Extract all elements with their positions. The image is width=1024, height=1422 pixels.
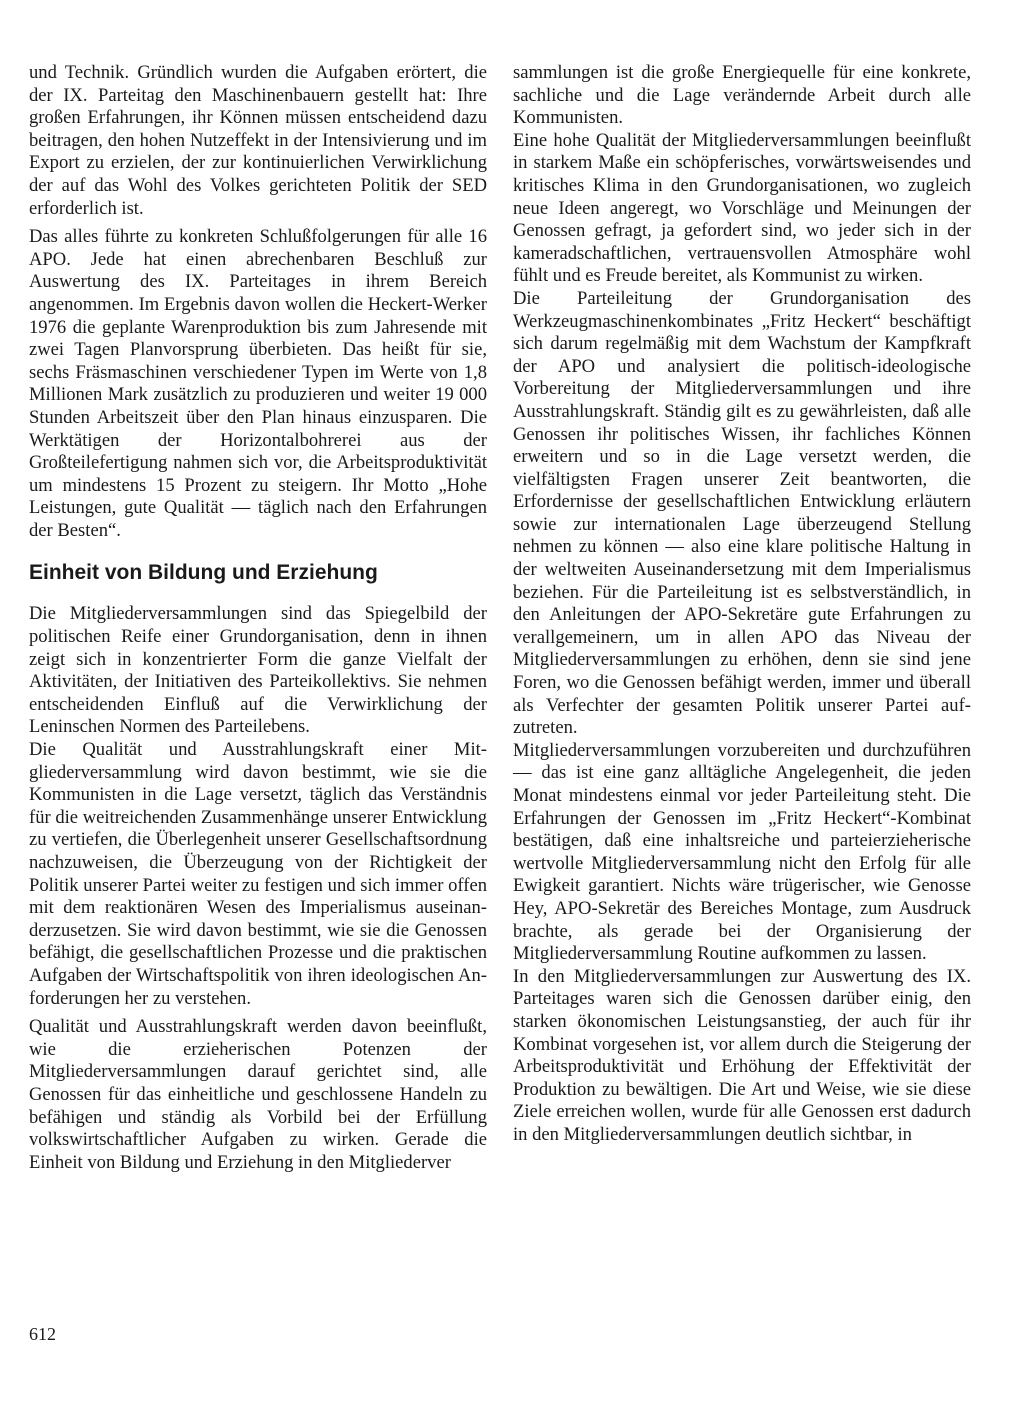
paragraph: und Technik. Gründlich wurden die Aufgaben erörtert, die der IX. Parteitag den Maschinenbauern gestellt hat: Ihre großen Erfahrungen, ihr Können müssen entscheidend dazu beitragen, den hohen Nutzeffekt in der Intensivierung und im Export zu erzielen, der zur kontinuierlichen Verwirklichung der auf das Wohl des Volkes gerichteten Politik der SED erforderlich ist.: [29, 62, 487, 219]
right-column: [513, 62, 971, 1147]
paragraph: Die Qualität und Ausstrahlungskraft einer Mitgliederversammlung wird davon bestimmt, wie sie die Kommunisten in die Lage versetzt, täglich das Verständnis für die weitreichenden Zusammenhänge unserer Entwicklung zu vertiefen, die Überlegenheit unserer Gesellschaftsordnung nachzuweisen, die Überzeugung von der Richtigkeit der Politik unserer Partei weiter zu festigen und sich immer offen mit dem reaktionären Wesen des Imperialismus auseinanderzusetzen. Sie wird davon bestimmt, wie sie die Genossen befähigt, die gesellschaftlichen Prozesse und die praktischen Aufgaben der Wirtschaftspolitik von ihren ideologischen Anforderungen her zu verstehen.: [29, 739, 487, 1009]
paragraph: Die Mitgliederversammlungen sind das Spiegelbild der politischen Reife einer Grundorganisation, denn in ihnen zeigt sich in konzentrierter Form die ganze Vielfalt der Aktivitäten, der Initiativen des Parteikollektivs. Sie nehmen entscheidenden Einfluß auf die Verwirklichung der Leninschen Normen des Parteilebens.: [29, 603, 487, 738]
left-column: [29, 62, 487, 1180]
paragraph: Eine hohe Qualität der Mitgliederversammlungen beeinflußt in starkem Maße ein schöpferisches, vorwärtsweisendes und kritisches Klima in den Grundorganisationen, wo zugleich neue Ideen angeregt, wo Vorschläge und Meinungen der Genossen gefragt, ja gefordert sind, wo jeder sich in der kameradschaftlichen, vertrauensvollen Atmosphäre wohl fühlt und es Freude bereitet, als Kommunist zu wirken.: [513, 129, 971, 287]
paragraph: Mitgliederversammlungen vorzubereiten und durchzuführen — das ist eine ganz alltägliche Angelegenheit, die jeden Monat mindestens einmal vor jeder Parteileitung steht. Die Erfahrungen der Genossen im „Fritz Heckert“-Kombinat bestätigen, daß eine inhaltsreiche und parteierzieherische wertvolle Mitgliederversammlung nicht den Erfolg für alle Ewigkeit garantiert. Nichts wäre trügerischer, wie Genosse Hey, APO-Sekretär des Bereiches Montage, zum Ausdruck brachte, als gerade bei der Organisierung der Mitgliederversammlung Routine aufkommen zu lassen.: [513, 739, 971, 965]
section-heading: Einheit von Bildung und Erziehung: [29, 561, 378, 585]
paragraph: Die Parteileitung der Grundorganisation des Werkzeugmaschinenkombinates „Fritz Heckert“ beschäftigt sich darum regelmäßig mit dem Wachstum der Kampfkraft der APO und analysiert die politisch-ideologische Vorbereitung der Mitgliederversammlungen und ihre Ausstrahlungskraft. Ständig gilt es zu gewährleisten, daß alle Genossen ihr politisches Wissen, ihr fachliches Können erweitern und so in die Lage versetzt werden, die vielfältigsten Fragen unserer Zeit beantworten, die Erfordernisse der gesellschaftlichen Entwicklung erläutern sowie zur internationalen Lage überzeugend Stellung nehmen zu können — also eine klare politische Haltung in der weltweiten Auseinandersetzung mit dem Imperialismus beziehen. Für die Parteileitung ist es selbstverständlich, in den Anleitungen der APO-Sekretäre gute Erfahrungen zu verallgemeinern, um in allen APO das Niveau der Mitgliederversammlungen zu erhöhen, denn sie sind jene Foren, wo die Genossen befähigt werden, immer und überall als Verfechter der gesamten Politik unserer Partei aufzutreten.: [513, 287, 971, 739]
paragraph: Qualität und Ausstrahlungskraft werden davon beeinflußt, wie die erzieherischen Potenzen der Mitgliederversammlungen darauf gerichtet sind, alle Genossen für das einheitliche und geschlossene Handeln zu befähigen und ständig als Vorbild bei der Erfüllung volkswirtschaftlicher Aufgaben zu wirken. Gerade die Einheit von Bildung und Erziehung in den Mitgliederver: [29, 1016, 487, 1173]
paragraph: Das alles führte zu konkreten Schlußfolgerungen für alle 16 APO. Jede hat einen abrechenbaren Beschluß zur Auswertung des IX. Parteitages in ihrem Bereich angenommen. Im Ergebnis davon wollen die Heckert-Werker 1976 die geplante Warenproduktion bis zum Jahresende mit zwei Tagen Planvorsprung überbieten. Das heißt für sie, sechs Fräsmaschinen verschiedener Typen im Werte von 1,8 Millionen Mark zusätzlich zu produzieren und weiter 19 000 Stunden Arbeitszeit über den Plan hinaus einzusparen. Die Werktätigen der Horizontalbohrerei aus der Großteilefertigung nahmen sich vor, die Arbeitsproduktivität um mindestens 15 Prozent zu steigern. Ihr Motto „Hohe Leistungen, gute Qualität — täglich nach den Erfahrungen der Besten“.: [29, 226, 487, 541]
paragraph: In den Mitgliederversammlungen zur Auswertung des IX. Parteitages waren sich die Genossen darüber einig, den starken ökonomischen Leistungsanstieg, der auch für ihr Kombinat vorgesehen ist, vor allem durch die Steigerung der Arbeitsproduktivität und Erhöhung der Effektivität der Produktion zu bewältigen. Die Art und Weise, wie sie diese Ziele erreichen wollen, wurde für alle Genossen erst dadurch in den Mitgliederversammlungen deutlich sichtbar, in: [513, 965, 971, 1145]
page-number: 612: [29, 1324, 56, 1344]
paragraph: sammlungen ist die große Energiequelle für eine konkrete, sachliche und die Lage verändernde Arbeit durch alle Kommunisten.: [513, 62, 971, 129]
